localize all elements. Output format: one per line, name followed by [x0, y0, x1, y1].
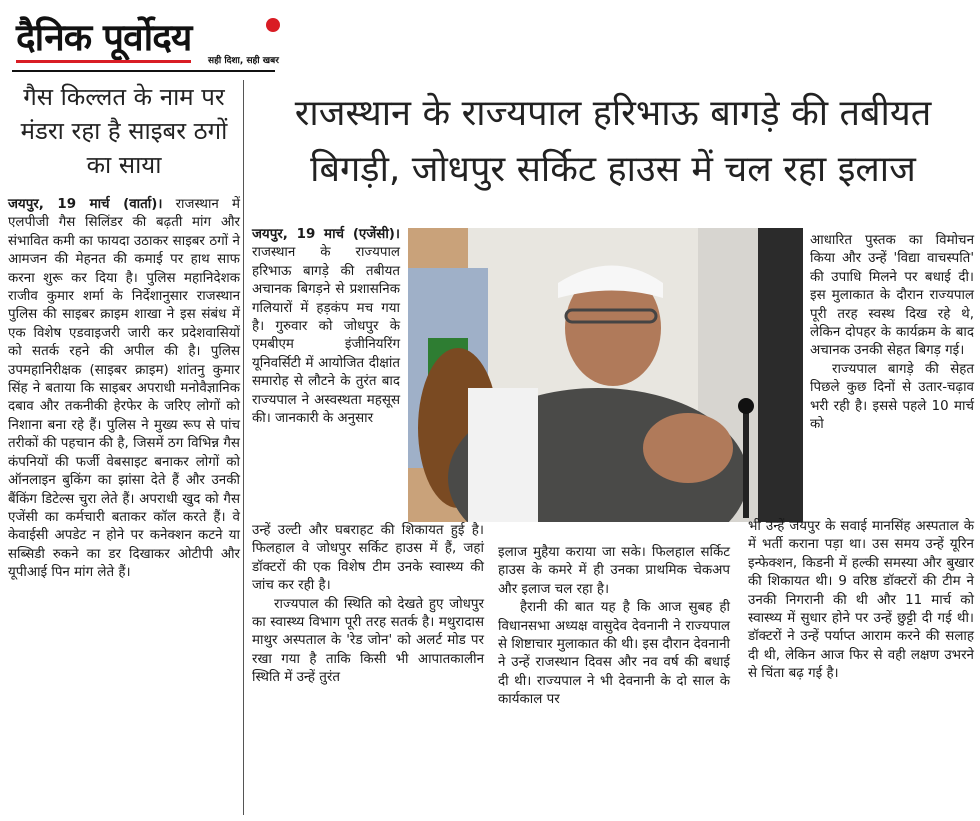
main-story-paragraph: इलाज मुहैया कराया जा सके। फिलहाल सर्किट हाउस के कमरे में ही उनका प्राथमिक चेकअप और इलाज चल रहा है।	[498, 545, 730, 597]
main-story-paragraph: हैरानी की बात यह है कि आज सुबह ही विधानसभा अध्यक्ष वासुदेव देवनानी ने राज्यपाल से शिष्टाचार मुलाकात की थी। इस दौरान देवनानी ने उन्हें राजस्थान दिवस और नव वर्ष की बधाई दी थी। राज्यपाल ने भी देवनानी के दो साल के कार्यकाल पर	[498, 600, 730, 708]
main-story-headline: राजस्थान के राज्यपाल हरिभाऊ बागड़े की तबीयत बिगड़ी, जोधपुर सर्किट हाउस में चल रहा इलाज	[294, 93, 932, 190]
side-story-body: राजस्थान में एलपीजी गैस सिलिंडर की बढ़ती मांग और संभावित कमी का फायदा उठाकर साइबर ठगों ने आमजन की मेहनत की कमाई पर हाथ साफ करना शुरू कर दिया है। पुलिस महानिदेशक राजीव कुमार शर्मा के निर्देशानुसार राजस्थान पुलिस की साइबर क्राइम शाखा ने इस संबंध में एक विशेष एडवाइजरी जारी कर प्रदेशवासियों को सतर्क रहने की अपील की है। पुलिस उपमहानिरीक्षक (साइबर क्राइम) शांतनु कुमार सिंह ने बताया कि साइबर अपराधी मनोवैज्ञानिक दबाव और तकनीकी हेरफेर के जरिए लोगों को निशाना बना रहे हैं। पुलिस ने मुख्य रूप से पांच तरीकों की पहचान की है, जिसमें ठग विभिन्न गैस कंपनियों की फर्जी वेबसाइट बनाकर लोगों को ऑनलाइन बुकिंग का झांसा देते हैं और उनकी बैंकिंग डिटेल्स चुरा लेते हैं। अपराधी खुद को गैस एजेंसी का कर्मचारी बताकर कॉल करते हैं। वे केवाईसी अपडेट न होने पर कनेक्शन कटने या सब्सिडी रुकने का डर दिखाकर ओटीपी और यूपीआई पिन मांग लेते हैं।	[8, 197, 240, 581]
main-story-column-3-continued	[748, 518, 974, 684]
logo-red-dot	[266, 18, 280, 32]
masthead-rule	[12, 70, 275, 72]
main-story-paragraph: उन्हें उल्टी और घबराहट की शिकायत हुई है। फिलहाल वे जोधपुर सर्किट हाउस में हैं, जहां डॉक्टरों की एक विशेष टीम उनके स्वास्थ्य की जांच कर रही है।	[252, 523, 484, 594]
main-story-column-2	[498, 544, 730, 710]
side-story-body-column	[8, 196, 240, 583]
governor-photo	[408, 228, 803, 522]
masthead-logo	[12, 6, 287, 68]
main-story-paragraph: भी उन्हें जयपुर के सवाई मानसिंह अस्पताल के में भर्ती कराना पड़ा था। उस समय उन्हें यूरिन इन्फेक्शन, किडनी में हल्की समस्या और बुखार की शिकायत थी। 9 वरिष्ठ डॉक्टरों की टीम ने उनकी निगरानी की थी और 11 मार्च को स्वास्थ्य में सुधार होने पर उन्हें छुट्टी दी गई थी। डॉक्टरों ने उन्हें पर्याप्त आराम करने की सलाह दी थी, लेकिन आज फिर से वही लक्षण उभरने से चिंता बढ़ गई है।	[748, 519, 974, 682]
side-story-headline: गैस किल्लत के नाम पर मंडरा रहा है साइबर ठगों का साया	[20, 83, 228, 179]
masthead-tagline: सही दिशा, सही खबर	[208, 56, 279, 66]
main-story-column-3	[810, 232, 974, 434]
main-story-column-1-continued	[252, 522, 484, 688]
logo-underline	[16, 60, 191, 63]
column-divider	[243, 80, 244, 815]
main-story-paragraph: राज्यपाल की स्थिति को देखते हुए जोधपुर का स्वास्थ्य विभाग पूरी तरह सतर्क है। मथुरादास माथुर अस्पताल के 'रेड जोन' को अलर्ट मोड पर रखा गया है ताकि किसी भी आपातकालीन स्थिति में उन्हें तुरंत	[252, 596, 484, 686]
side-story-dateline: जयपुर, 19 मार्च (वार्ता)।	[8, 197, 163, 212]
main-story-dateline: जयपुर, 19 मार्च (एजेंसी)।	[252, 227, 400, 242]
main-story-column-1	[252, 226, 400, 428]
masthead-name: दैनिक पूर्वोदय	[16, 16, 192, 59]
main-story-paragraph: राज्यपाल बागड़े की सेहत पिछले कुछ दिनों से उतार-चढ़ाव भरी रही है। इससे पहले 10 मार्च को	[810, 361, 974, 433]
main-story-col1-text: राजस्थान के राज्यपाल हरिभाऊ बागड़े की तबीयत अचानक बिगड़ने से प्रशासनिक गलियारों में हड़कंप मच गया है। गुरुवार को जोधपुर के एमबीएम इंजीनियरिंग यूनिवर्सिटी में आयोजित दीक्षांत समारोह से लौटने के तुरंत बाद राज्यपाल ने अस्वस्थता महसूस की। जानकारी के अनुसार	[252, 245, 400, 427]
main-story-paragraph: आधारित पुस्तक का विमोचन किया और उन्हें 'विद्या वाचस्पति' की उपाधि मिलने पर बधाई दी। इस मुलाकात के दौरान राज्यपाल पूरी तरह स्वस्थ दिख रहे थे, लेकिन दोपहर के कार्यक्रम के बाद अचानक उनकी सेहत बिगड़ गई।	[810, 233, 974, 359]
